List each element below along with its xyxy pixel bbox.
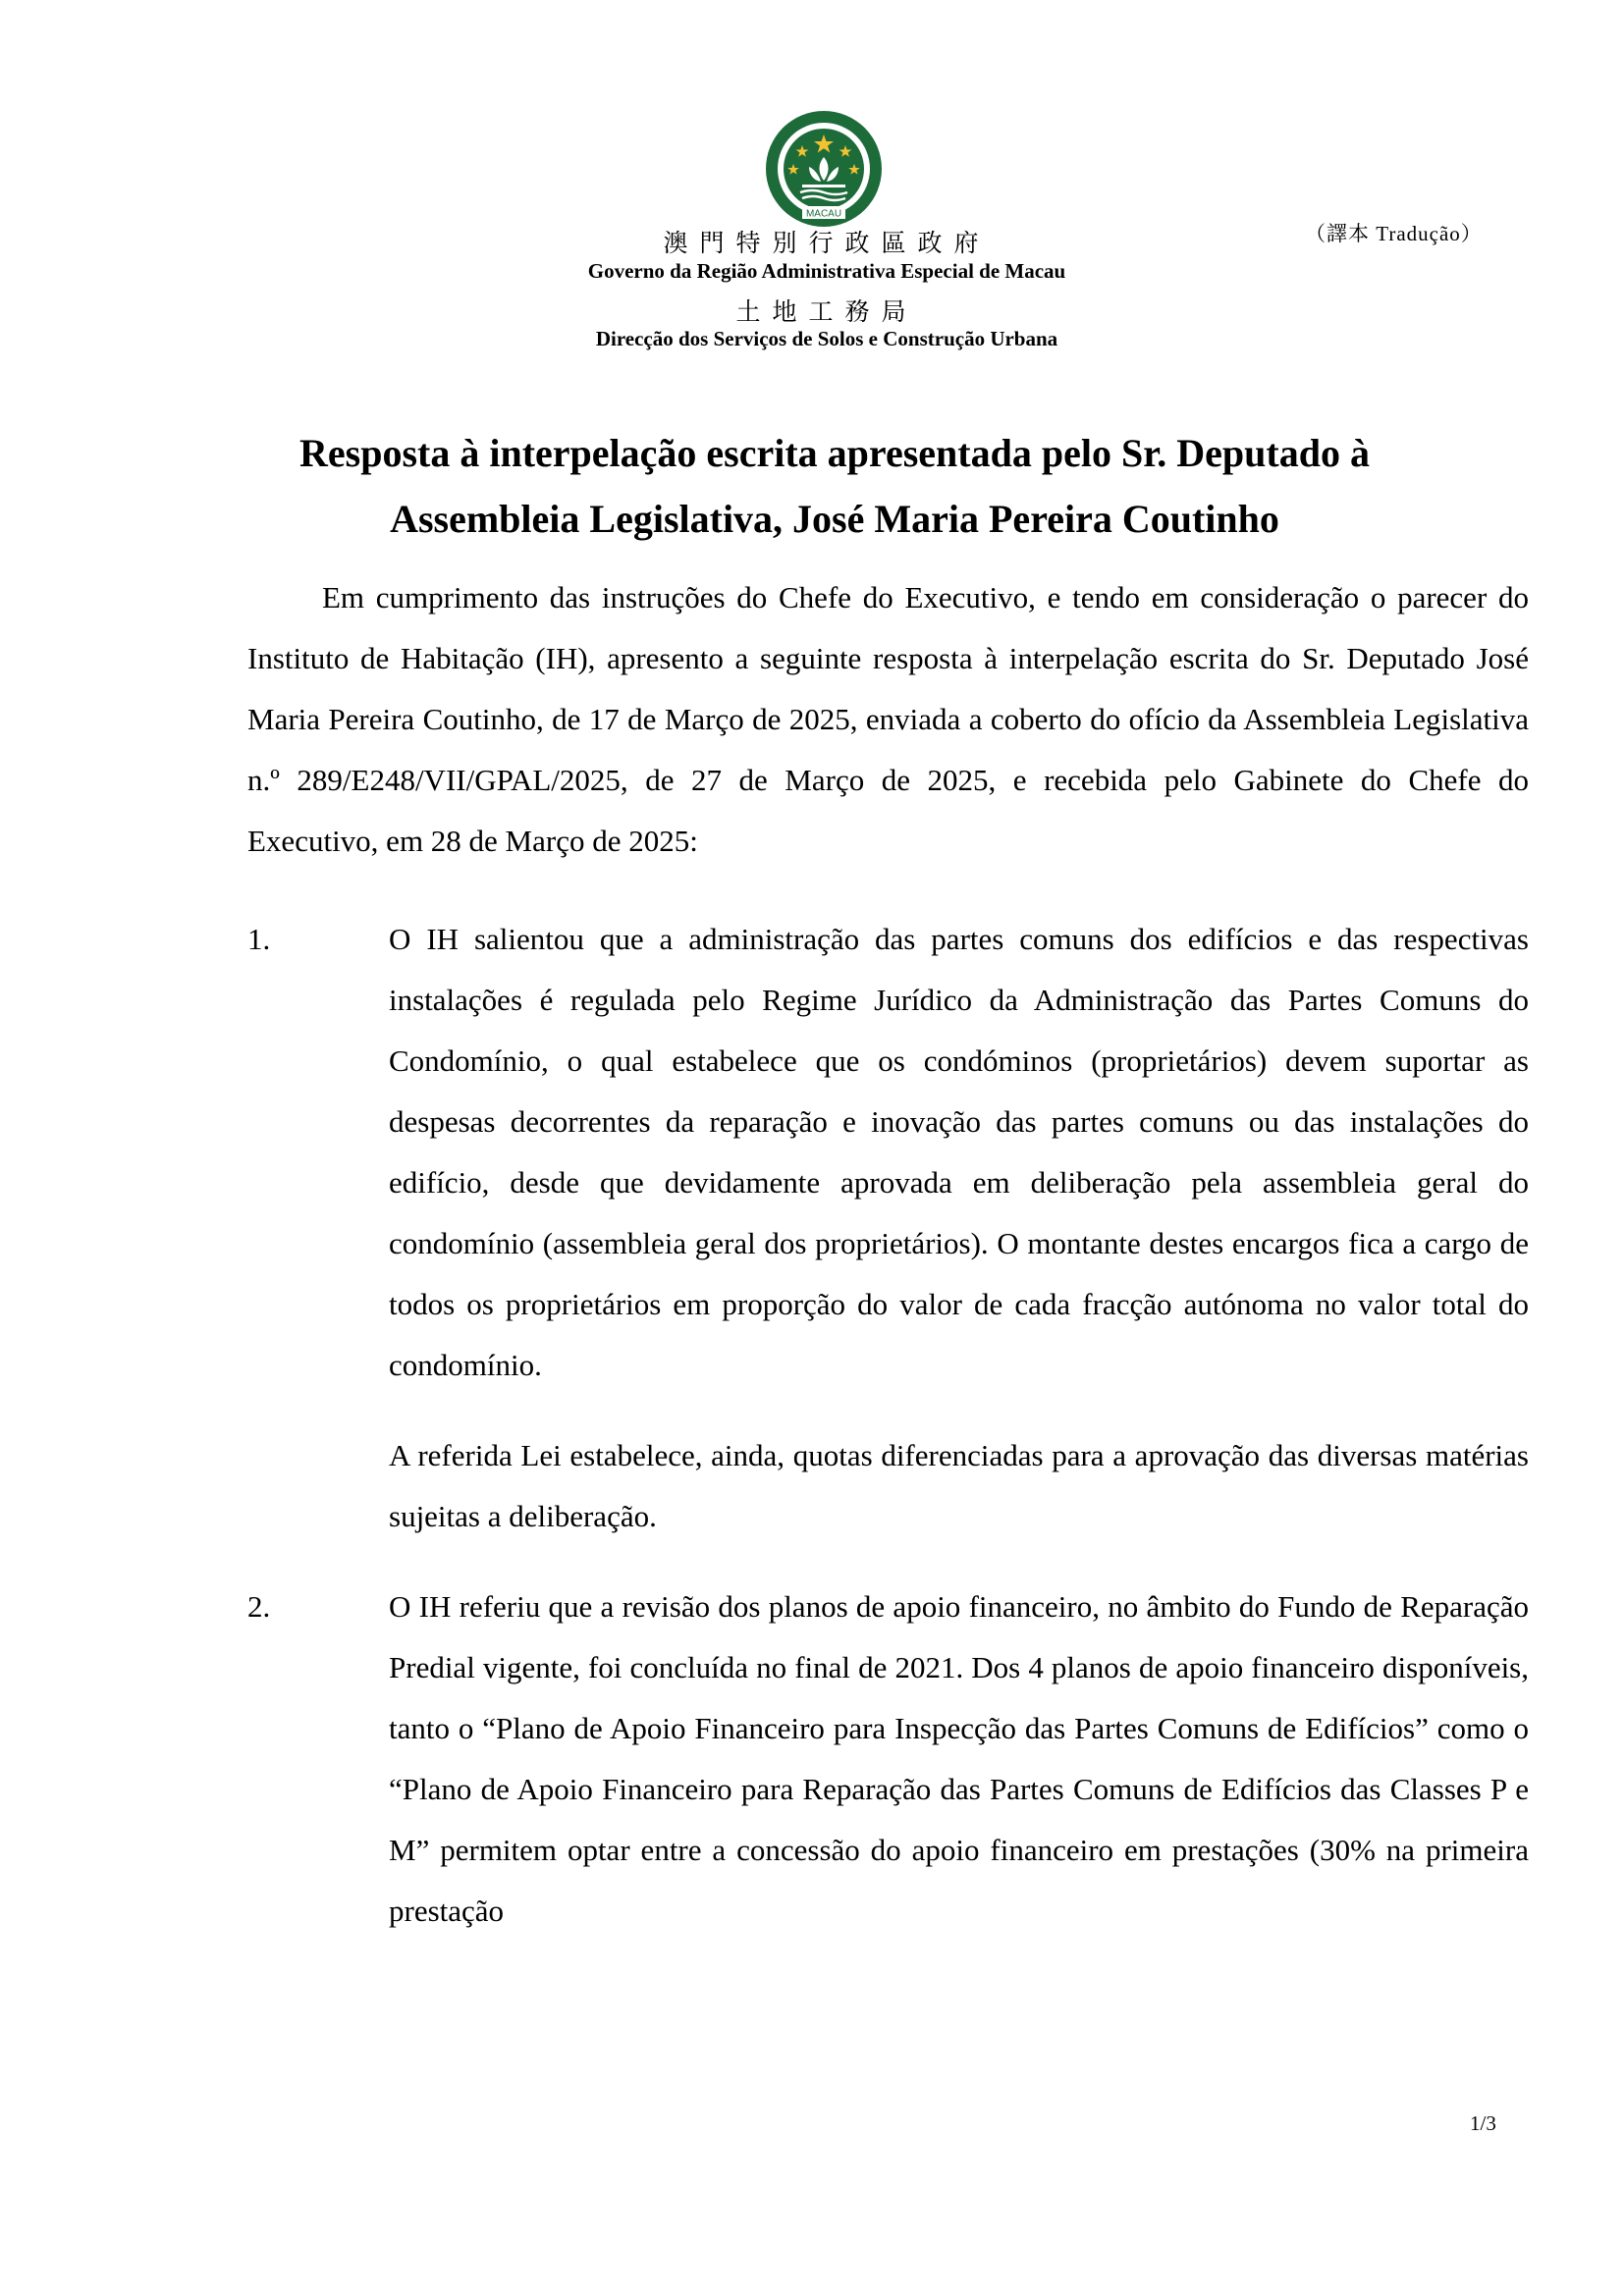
translation-tag: （譯本 Tradução） bbox=[1305, 222, 1483, 245]
title-line-2: Assembleia Legislativa, José Maria Pereira Coutinho bbox=[390, 497, 1279, 541]
government-name-pt: Governo da Região Administrativa Especial de Macau bbox=[587, 259, 1066, 283]
document-title bbox=[226, 420, 1443, 552]
government-name-zh: 澳門特別行政區政府 bbox=[663, 231, 991, 257]
item-number: 1. bbox=[247, 922, 271, 956]
department-name-zh: 土地工務局 bbox=[735, 299, 918, 326]
list-item bbox=[247, 1576, 1529, 1942]
item-paragraph: A referida Lei estabelece, ainda, quotas diferenciadas para a aprovação das diversas matérias sujeitas a deliberação. bbox=[389, 1438, 1529, 1533]
title-line-1: Resposta à interpelação escrita apresentada pelo Sr. Deputado à bbox=[299, 431, 1370, 475]
list-item bbox=[247, 909, 1529, 1547]
item-number: 2. bbox=[247, 1589, 271, 1624]
department-name-pt: Direcção dos Serviços de Solos e Construção Urbana bbox=[595, 327, 1058, 350]
macau-emblem-icon bbox=[763, 108, 885, 234]
intro-paragraph: Em cumprimento das instruções do Chefe do Executivo, e tendo em consideração o parecer do Instituto de Habitação (IH), apresento a seguinte resposta à interpelação escrita do Sr. Deputado José Maria Pereira Coutinho, de 17 de Março de 2025, enviada a coberto do ofício da Assembleia Legislativa n.º 289/E248/VII/GPAL/2025, de 27 de Março de 2025, e recebida pelo Gabinete do Chefe do Executivo, em 28 de Março de 2025: bbox=[247, 580, 1529, 858]
emblem-text: MACAU bbox=[805, 208, 842, 220]
item-paragraph: O IH salientou que a administração das partes comuns dos edifícios e das respectivas instalações é regulada pelo Regime Jurídico da Administração das Partes Comuns do Condomínio, o qual estabelece que os condóminos (proprietários) devem suportar as despesas decorrentes da reparação e inovação das partes comuns ou das instalações do edifício, desde que devidamente aprovada em deliberação pela assembleia geral do condomínio (assembleia geral dos proprietários). O montante destes encargos fica a cargo de todos os proprietários em proporção do valor de cada fracção autónoma no valor total do condomínio. bbox=[389, 922, 1529, 1382]
item-paragraph: O IH referiu que a revisão dos planos de apoio financeiro, no âmbito do Fundo de Reparação Predial vigente, foi concluída no final de 2021. Dos 4 planos de apoio financeiro disponíveis, tanto o “Plano de Apoio Financeiro para Inspecção das Partes Comuns de Edifícios” como o “Plano de Apoio Financeiro para Reparação das Partes Comuns de Edifícios das Classes P e M” permitem optar entre a concessão do apoio financeiro em prestações (30% na primeira prestação bbox=[389, 1589, 1529, 1928]
response-items bbox=[247, 909, 1529, 1942]
page-number: 1/3 bbox=[1470, 2111, 1496, 2135]
